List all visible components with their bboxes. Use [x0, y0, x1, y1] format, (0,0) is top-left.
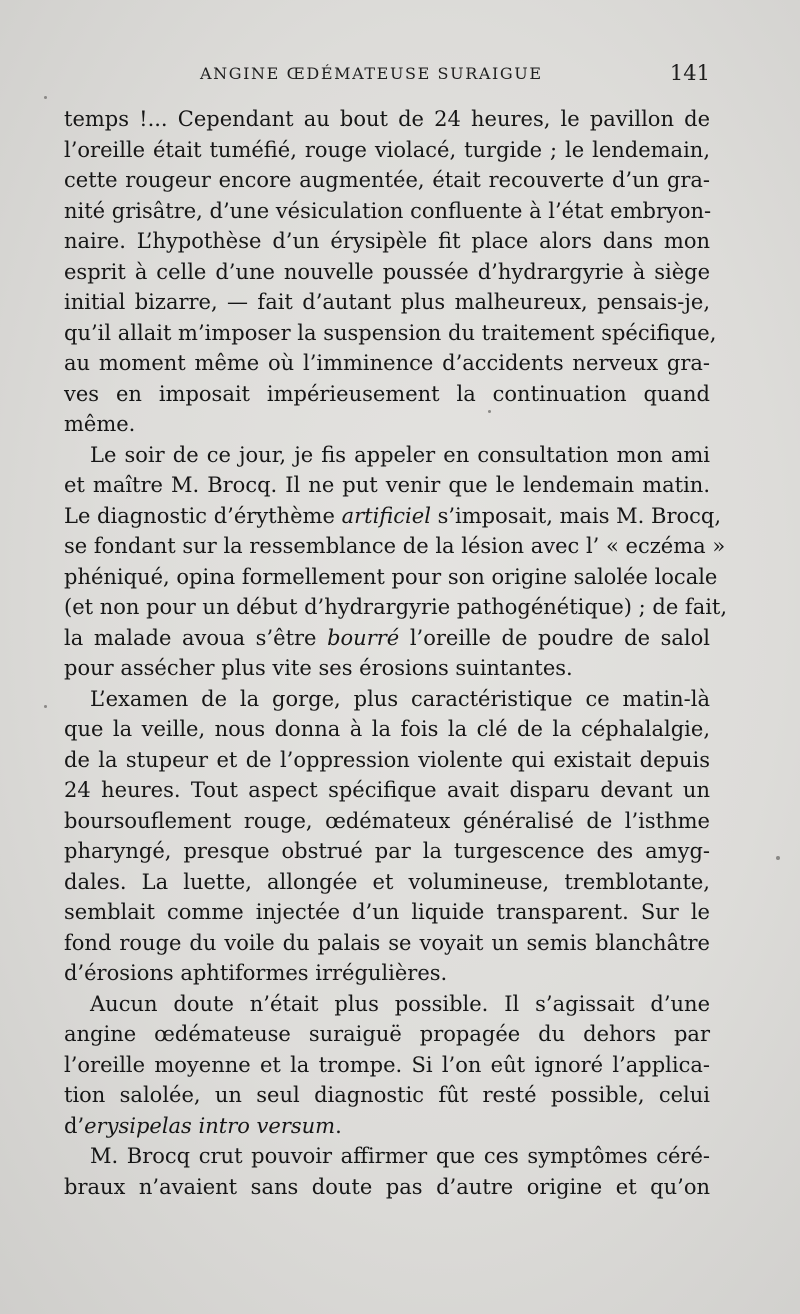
- text-line: [64, 989, 710, 1020]
- text-segment: et maître M. Brocq. Il ne put venir que le lendemain matin.: [64, 473, 710, 497]
- text-line: [64, 1141, 710, 1172]
- text-segment: Le soir de ce jour, je fis appeler en consultation mon ami: [90, 442, 710, 467]
- paper-speck: [44, 96, 47, 99]
- text-line: [64, 867, 710, 898]
- text-line: [64, 409, 710, 440]
- text-line: [64, 440, 710, 471]
- text-segment: qu’il allait m’imposer la suspension du traitement spécifique,: [64, 320, 717, 345]
- text-segment: semblait comme injectée d’un liquide transparent. Sur le: [64, 900, 710, 924]
- text-segment: pour assécher plus vite ses érosions suintantes.: [64, 656, 573, 680]
- text-line: [64, 897, 710, 928]
- text-segment: Le diagnostic d’érythème: [64, 503, 342, 528]
- text-line: [64, 653, 710, 684]
- text-line: [64, 501, 722, 532]
- text-segment: pharyngé, presque obstrué par la turgescence des amyg-: [64, 839, 710, 863]
- paper-speck: [488, 410, 491, 413]
- text-line: [64, 287, 710, 318]
- text-line: [64, 379, 710, 410]
- text-line: [64, 562, 718, 593]
- text-line: [64, 684, 710, 715]
- text-segment: de la stupeur et de l’oppression violente qui existait depuis: [64, 747, 710, 772]
- paper-speck: [44, 705, 47, 708]
- text-line: [64, 104, 710, 135]
- text-line: [64, 135, 710, 166]
- text-segment: fond rouge du voile du palais se voyait un semis blanchâtre: [64, 930, 710, 955]
- text-line: [64, 928, 710, 959]
- text-line: [64, 714, 710, 745]
- text-line: [64, 470, 710, 501]
- text-segment: même.: [64, 412, 136, 436]
- text-segment: .: [335, 1113, 342, 1138]
- text-line: [64, 318, 717, 349]
- text-segment: d’érosions aphtiformes irrégulières.: [64, 961, 448, 985]
- text-line: [64, 1080, 710, 1111]
- text-segment: phéniqué, opina formellement pour son origine salolée locale: [64, 564, 718, 589]
- text-segment: se fondant sur la ressemblance de la lésion avec l’ « eczéma »: [64, 534, 726, 558]
- text-line: [64, 775, 710, 806]
- text-segment: 24 heures. Tout aspect spécifique avait disparu devant un: [64, 778, 710, 802]
- text-segment: l’oreille moyenne et la trompe. Si l’on eût ignoré l’applica-: [64, 1052, 710, 1077]
- text-segment: boursouflement rouge, œdémateux généralisé de l’isthme: [64, 808, 710, 833]
- text-segment: dales. La luette, allongée et volumineuse, tremblotante,: [64, 869, 710, 894]
- text-segment: esprit à celle d’une nouvelle poussée d’hydrargyrie à siège: [64, 259, 710, 284]
- text-segment: initial bizarre, — fait d’autant plus malheureux, pensais-je,: [64, 290, 710, 314]
- text-line: [64, 1111, 710, 1142]
- text-segment: d’: [64, 1113, 85, 1138]
- text-line: [64, 165, 710, 196]
- text-segment: braux n’avaient sans doute pas d’autre origine et qu’on: [64, 1174, 710, 1199]
- text-segment: que la veille, nous donna à la fois la clé de la céphalalgie,: [64, 717, 710, 741]
- paper-speck: [776, 856, 780, 860]
- text-line: [64, 1019, 710, 1050]
- text-line: [64, 196, 710, 227]
- text-segment: nité grisâtre, d’une vésiculation confluente à l’état embryon-: [64, 198, 712, 223]
- text-segment: cette rougeur encore augmentée, était recouverte d’un gra-: [64, 168, 710, 192]
- text-segment: l’oreille était tuméfié, rouge violacé, turgide ; le lendemain,: [64, 137, 710, 162]
- text-segment: ves en imposait impérieusement la continuation quand: [64, 381, 710, 406]
- text-line: [64, 592, 728, 623]
- text-line: [64, 226, 710, 257]
- italic-text: artificiel: [341, 503, 431, 528]
- text-line: [64, 806, 710, 837]
- running-head: ANGINE ŒDÉMATEUSE SURAIGUE: [200, 64, 543, 83]
- text-line: [64, 958, 710, 989]
- text-segment: au moment même où l’imminence d’accidents nerveux gra-: [64, 351, 710, 375]
- text-segment: l’oreille de poudre de salol: [399, 625, 710, 650]
- body-text: [64, 104, 728, 1202]
- text-segment: angine œdémateuse suraiguë propagée du dehors par: [64, 1022, 710, 1046]
- text-line: [64, 623, 710, 654]
- italic-text: erysipelas intro versum: [84, 1113, 336, 1138]
- text-line: [64, 1172, 710, 1203]
- text-line: [64, 745, 710, 776]
- text-segment: naire. L’hypothèse d’un érysipèle fit place alors dans mon: [64, 229, 710, 253]
- text-segment: tion salolée, un seul diagnostic fût resté possible, celui: [64, 1083, 710, 1107]
- page-header: [200, 61, 710, 91]
- text-segment: s’imposait, mais M. Brocq,: [430, 503, 722, 528]
- page-number: 141: [669, 61, 710, 85]
- text-segment: L’examen de la gorge, plus caractéristique ce matin-là: [90, 686, 710, 711]
- text-line: [64, 1050, 710, 1081]
- text-line: [64, 257, 710, 288]
- text-segment: Aucun doute n’était plus possible. Il s’agissait d’une: [90, 991, 710, 1016]
- text-line: [64, 348, 710, 379]
- text-line: [64, 531, 726, 562]
- text-segment: (et non pour un début d’hydrargyrie pathogénétique) ; de fait,: [64, 595, 728, 619]
- text-line: [64, 836, 710, 867]
- text-segment: M. Brocq crut pouvoir affirmer que ces symptômes céré-: [90, 1144, 710, 1168]
- italic-text: bourré: [327, 625, 400, 650]
- text-segment: la malade avoua s’être: [64, 625, 328, 650]
- text-segment: temps !... Cependant au bout de 24 heures, le pavillon de: [64, 107, 710, 131]
